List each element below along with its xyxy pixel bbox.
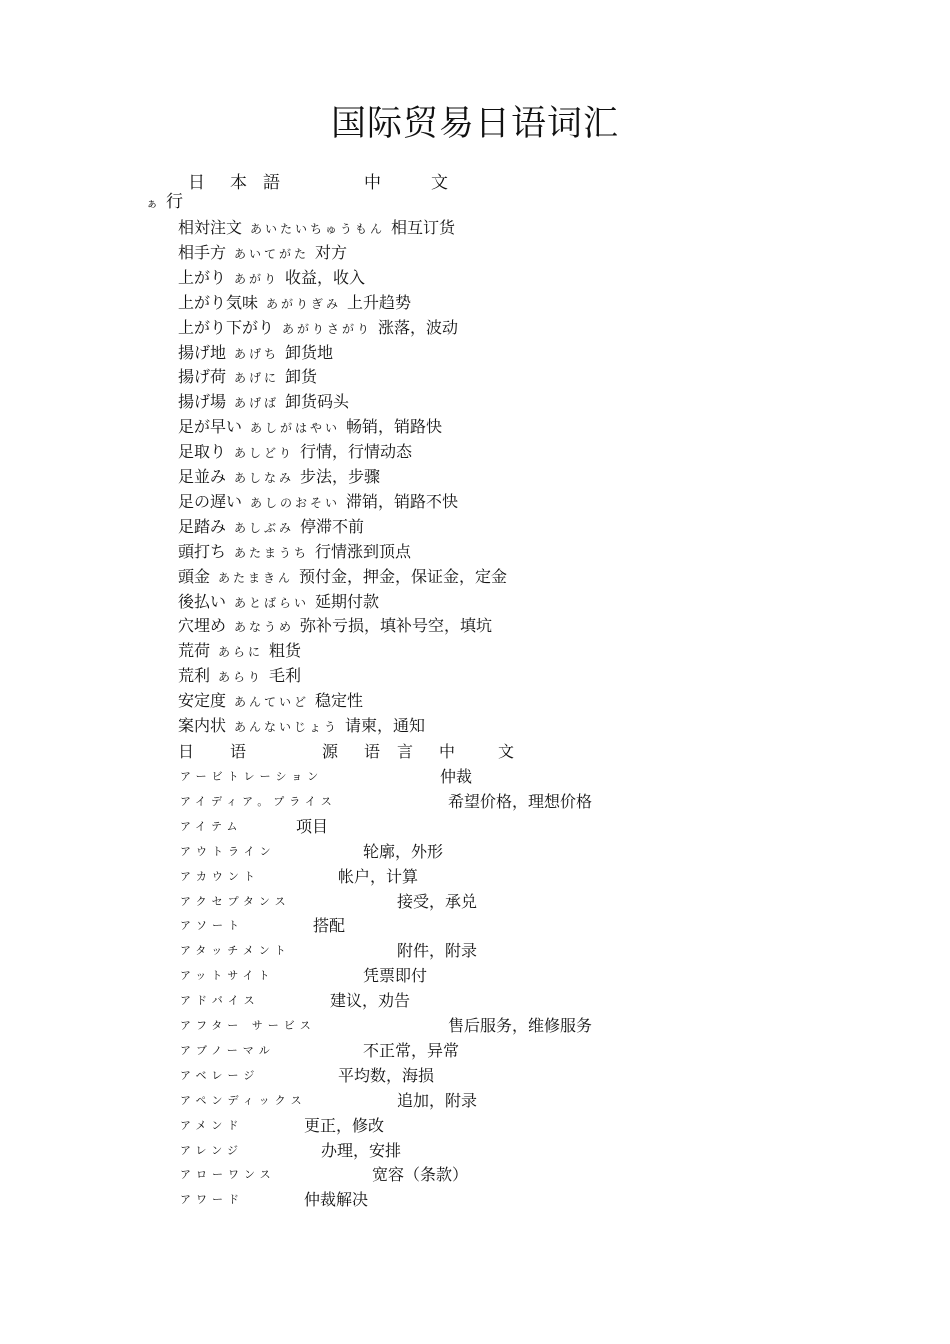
list-item bbox=[180, 864, 880, 889]
loanword-meaning: 仲裁解决 bbox=[304, 1190, 369, 1210]
entry-meaning: 粗货 bbox=[269, 641, 302, 661]
entry-reading: あしぶみ bbox=[234, 520, 295, 535]
loanword-meaning: 搭配 bbox=[313, 916, 346, 936]
entry-reading: あしなみ bbox=[234, 471, 295, 485]
header-cell: 日 bbox=[188, 173, 205, 193]
loanword-katakana: アットサイト bbox=[180, 969, 275, 983]
header-cell: 本 bbox=[230, 173, 247, 193]
entry-word: 案内状 bbox=[178, 716, 227, 735]
entry-meaning: 滞销，销路不快 bbox=[346, 491, 459, 511]
loanword-meaning: 追加，附录 bbox=[397, 1090, 478, 1110]
entry-meaning: 请柬，通知 bbox=[345, 716, 426, 735]
loanword-meaning: 办理，安排 bbox=[321, 1140, 402, 1160]
loanword-katakana: アカウント bbox=[180, 869, 260, 883]
loanword-meaning: 凭票即付 bbox=[363, 966, 428, 986]
entry-meaning: 相互订货 bbox=[391, 218, 456, 237]
list-item bbox=[178, 439, 412, 464]
entry-reading: あらに bbox=[218, 645, 264, 660]
entry-word: 上がり気味 bbox=[178, 292, 259, 312]
loanword-meaning: 仲裁 bbox=[440, 767, 473, 786]
entry-meaning: 行情，行情动态 bbox=[300, 442, 413, 462]
entry-reading: あがりぎみ bbox=[266, 296, 342, 311]
entry-meaning: 卸货 bbox=[285, 367, 318, 387]
table-header-japanese-chinese bbox=[0, 168, 950, 193]
list-item bbox=[180, 1063, 880, 1088]
entry-word: 頭打ち bbox=[178, 541, 227, 561]
list-item bbox=[178, 688, 363, 713]
section-kana: ぁ bbox=[146, 196, 159, 210]
entry-word: 足踏み bbox=[178, 516, 227, 536]
entry-meaning: 涨落，波动 bbox=[378, 317, 459, 337]
entry-meaning: 畅销，销路快 bbox=[346, 417, 443, 437]
header-cell: 語 bbox=[263, 173, 280, 193]
list-item bbox=[180, 1187, 880, 1212]
page-title: 国际贸易日语词汇 bbox=[330, 104, 619, 144]
header-cell: 文 bbox=[431, 173, 448, 193]
entry-reading: あしのおそい bbox=[250, 495, 341, 510]
entry-reading: あなうめ bbox=[234, 620, 295, 635]
entry-reading: あいてがた bbox=[234, 246, 310, 261]
entry-word: 揚げ場 bbox=[178, 392, 227, 412]
entry-meaning: 卸货地 bbox=[285, 342, 334, 362]
list-item bbox=[178, 290, 411, 315]
section-heading bbox=[146, 191, 183, 214]
entry-reading: あしどり bbox=[234, 446, 295, 461]
list-item bbox=[178, 638, 301, 663]
list-item bbox=[178, 713, 425, 738]
entry-reading: あんないじょう bbox=[234, 720, 340, 734]
loanword-katakana: アベレージ bbox=[180, 1068, 260, 1082]
entry-reading: あがり bbox=[234, 271, 280, 286]
list-item bbox=[178, 340, 333, 365]
loanword-katakana: アウトライン bbox=[180, 844, 276, 858]
list-item bbox=[180, 1013, 880, 1038]
entry-reading: あいたいちゅうもん bbox=[250, 222, 386, 236]
list-item bbox=[180, 1088, 880, 1113]
loanword-meaning: 轮廓，外形 bbox=[363, 841, 444, 861]
list-item bbox=[180, 963, 880, 988]
list-item bbox=[180, 789, 880, 814]
list-item bbox=[178, 265, 365, 290]
loanword-katakana: アービトレーション bbox=[180, 770, 324, 783]
loanword-katakana: アレンジ bbox=[180, 1143, 244, 1157]
entry-meaning: 行情涨到顶点 bbox=[315, 541, 412, 561]
entry-word: 足取り bbox=[178, 442, 227, 462]
list-item bbox=[178, 589, 379, 614]
loanword-katakana: アイテム bbox=[180, 819, 243, 833]
entry-word: 足の遅い bbox=[178, 491, 243, 511]
entry-word: 荒利 bbox=[178, 666, 211, 686]
entry-reading: あとばらい bbox=[234, 595, 310, 610]
entry-meaning: 对方 bbox=[315, 242, 348, 262]
list-item bbox=[178, 240, 347, 265]
entry-word: 揚げ荷 bbox=[178, 367, 227, 387]
header-cell: 语 bbox=[230, 742, 247, 761]
entry-word: 穴埋め bbox=[178, 616, 227, 636]
entry-reading: あらり bbox=[218, 670, 264, 685]
entry-word: 頭金 bbox=[178, 566, 211, 586]
list-item bbox=[178, 514, 364, 539]
section-label: 行 bbox=[166, 192, 184, 212]
entry-word: 荒荷 bbox=[178, 641, 211, 661]
entry-reading: あげば bbox=[234, 396, 280, 411]
entry-reading: あげに bbox=[234, 371, 280, 386]
entry-meaning: 收益，收入 bbox=[285, 267, 366, 287]
loanword-meaning: 更正，修改 bbox=[304, 1115, 385, 1135]
list-item bbox=[180, 1113, 880, 1138]
entry-reading: あがりさがり bbox=[282, 321, 373, 336]
list-item bbox=[178, 215, 455, 240]
list-item bbox=[178, 539, 411, 564]
list-item bbox=[180, 1138, 880, 1163]
header-cell: 源 bbox=[322, 742, 339, 761]
loanword-katakana: アタッチメント bbox=[180, 944, 291, 958]
entry-word: 安定度 bbox=[178, 691, 227, 711]
entry-word: 後払い bbox=[178, 591, 227, 611]
list-item bbox=[180, 839, 880, 864]
list-item bbox=[180, 764, 880, 789]
header-cell: 语 bbox=[364, 742, 381, 761]
entry-word: 足並み bbox=[178, 467, 227, 486]
loanword-meaning: 建议，劝告 bbox=[330, 991, 411, 1011]
loanword-katakana: アドバイス bbox=[180, 994, 260, 1008]
list-item bbox=[178, 489, 458, 514]
entry-reading: あたまきん bbox=[218, 570, 294, 585]
list-item bbox=[178, 315, 458, 340]
entry-meaning: 预付金，押金，保证金，定金 bbox=[299, 566, 508, 586]
entry-reading: あたまうち bbox=[234, 545, 310, 560]
entry-meaning: 延期付款 bbox=[315, 591, 380, 611]
list-item bbox=[180, 938, 880, 963]
loanword-meaning: 平均数，海损 bbox=[338, 1065, 435, 1085]
list-item bbox=[178, 414, 442, 439]
list-item bbox=[180, 1038, 880, 1063]
list-item bbox=[178, 663, 301, 688]
entry-word: 足が早い bbox=[178, 417, 243, 437]
loanword-meaning: 不正常，异常 bbox=[363, 1040, 460, 1060]
loanword-meaning: 宽容（条款） bbox=[372, 1165, 469, 1185]
entry-meaning: 上升趋势 bbox=[347, 292, 412, 312]
entry-meaning: 毛利 bbox=[269, 666, 302, 686]
header-cell: 中 bbox=[439, 742, 456, 761]
header-cell: 文 bbox=[498, 742, 515, 761]
loanword-katakana: アソート bbox=[180, 919, 244, 933]
loanword-meaning: 帐户，计算 bbox=[338, 866, 419, 886]
loanword-meaning: 售后服务，维修服务 bbox=[448, 1016, 593, 1035]
list-item bbox=[178, 389, 349, 414]
entry-reading: あしがはやい bbox=[250, 421, 341, 436]
loanword-katakana: アイディア。プライス bbox=[180, 794, 337, 808]
entry-meaning: 停滞不前 bbox=[300, 516, 365, 536]
entry-meaning: 稳定性 bbox=[315, 691, 364, 711]
entry-word: 相対注文 bbox=[178, 218, 243, 237]
loanword-katakana: アメンド bbox=[180, 1118, 244, 1132]
header-cell: 中 bbox=[364, 173, 381, 193]
entry-reading: あんていど bbox=[234, 695, 310, 710]
loanword-katakana: アフター サービス bbox=[180, 1019, 316, 1032]
entry-word: 相手方 bbox=[178, 242, 227, 262]
list-item bbox=[178, 364, 317, 389]
header-cell: 日 bbox=[178, 742, 195, 761]
loanword-meaning: 项目 bbox=[296, 816, 329, 836]
list-item bbox=[180, 814, 880, 839]
loanword-katakana: アブノーマル bbox=[180, 1043, 275, 1057]
loanword-katakana: アクセプタンス bbox=[180, 894, 291, 908]
loanword-meaning: 附件，附录 bbox=[397, 941, 478, 961]
list-item bbox=[180, 913, 880, 938]
entry-reading: あげち bbox=[234, 346, 280, 361]
loanword-katakana: アペンディックス bbox=[180, 1093, 307, 1107]
list-item bbox=[180, 1162, 880, 1187]
loanword-meaning: 希望价格，理想价格 bbox=[448, 791, 593, 811]
entry-word: 上がり下がり bbox=[178, 317, 275, 337]
list-item bbox=[178, 613, 492, 638]
loanword-meaning: 接受，承兑 bbox=[397, 891, 478, 911]
entry-word: 揚げ地 bbox=[178, 342, 227, 362]
entry-word: 上がり bbox=[178, 267, 227, 287]
loanword-katakana: アワード bbox=[180, 1193, 244, 1207]
entry-meaning: 弥补亏损，填补号空，填坑 bbox=[300, 616, 493, 636]
list-item bbox=[178, 464, 380, 489]
list-item bbox=[180, 889, 880, 914]
entry-meaning: 步法，步骤 bbox=[300, 467, 381, 486]
list-item bbox=[178, 564, 507, 589]
loanword-katakana: アローワンス bbox=[180, 1168, 276, 1182]
entry-meaning: 卸货码头 bbox=[285, 392, 350, 412]
header-cell: 言 bbox=[397, 742, 414, 761]
table-header-loanwords bbox=[0, 739, 950, 764]
list-item bbox=[180, 988, 880, 1013]
